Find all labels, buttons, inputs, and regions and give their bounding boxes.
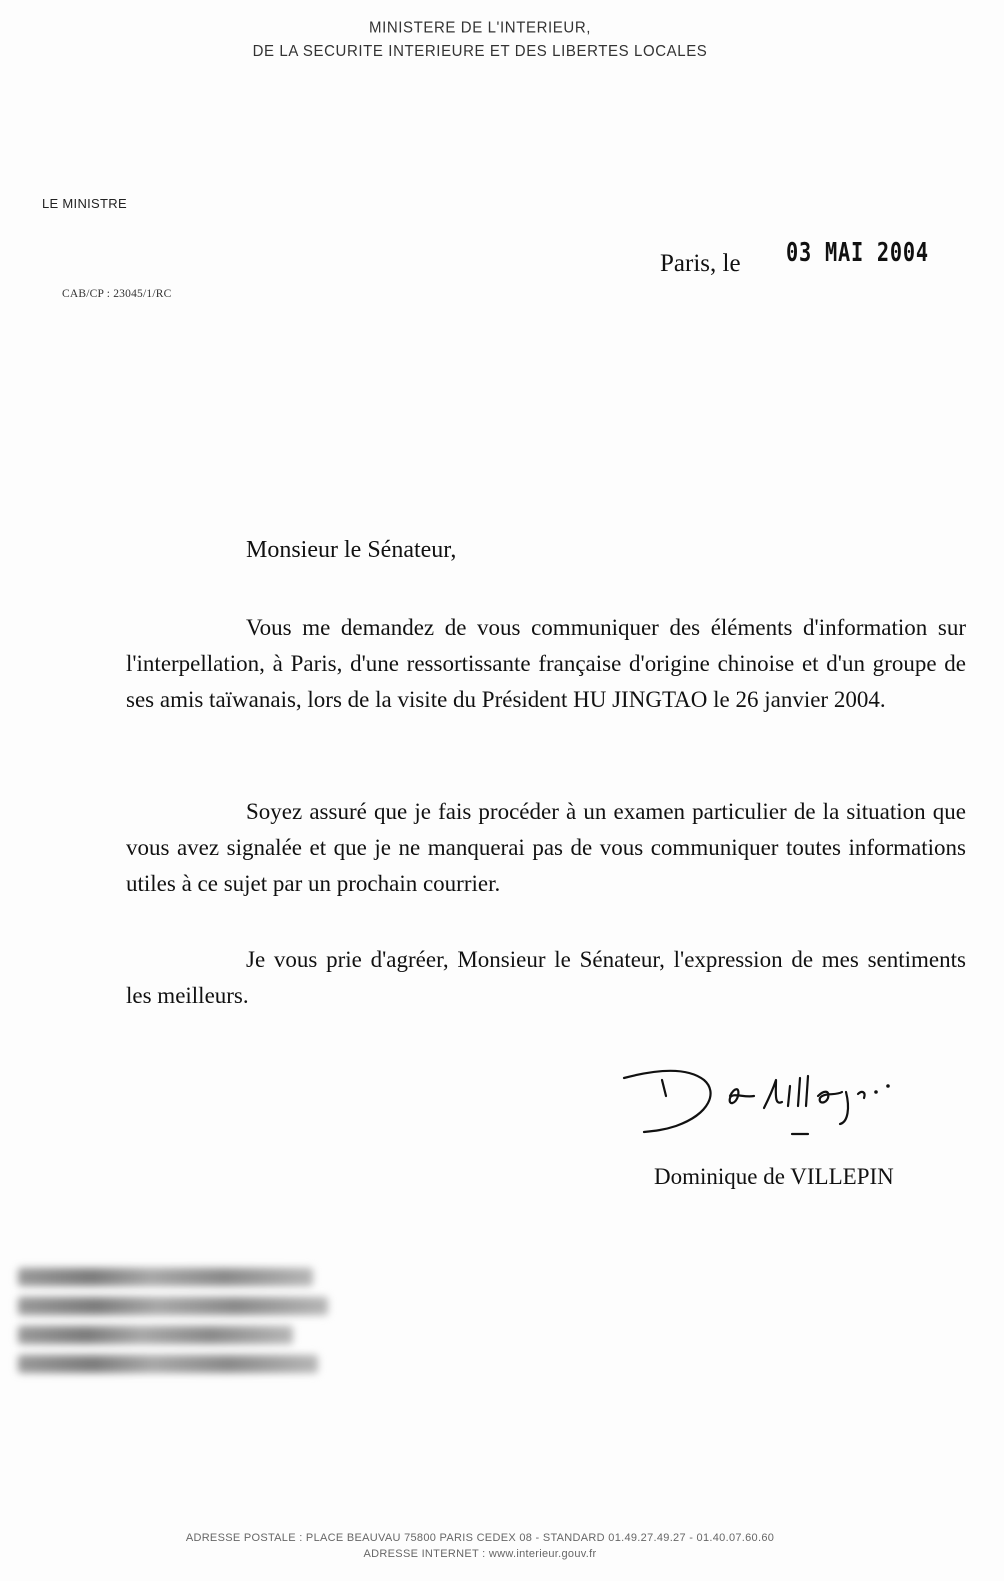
salutation: Monsieur le Sénateur, — [246, 537, 457, 563]
date-stamp: 03 MAI 2004 — [786, 238, 929, 268]
dateline-place: Paris, le — [660, 250, 741, 277]
letter-footer — [0, 1530, 960, 1562]
redacted-line — [18, 1297, 328, 1315]
redacted-line — [18, 1268, 313, 1286]
ministry-letterhead — [0, 17, 960, 63]
letterhead-line-2: DE LA SECURITE INTERIEURE ET DES LIBERTES LOCALES — [252, 42, 708, 60]
postal-address: ADRESSE POSTALE : PLACE BEAUVAU 75800 PARIS CEDEX 08 - STANDARD 01.49.27.49.27 - 01.40.07.60.60 — [185, 1532, 775, 1544]
internet-address: ADRESSE INTERNET : www.interieur.gouv.fr — [363, 1548, 597, 1560]
signer-name: Dominique de VILLEPIN — [654, 1164, 894, 1189]
handwritten-signature — [614, 1052, 934, 1147]
paragraph-2: Soyez assuré que je fais procéder à un examen particulier de la situation que vous avez signalée et que je ne manquerai pas de vous communiquer toutes informations utiles à ce sujet par un prochain courrier. — [126, 799, 966, 896]
letterhead-line-1: MINISTERE DE L'INTERIEUR, — [368, 19, 592, 37]
paragraph-3: Je vous prie d'agréer, Monsieur le Sénateur, l'expression de mes sentiments les meilleurs. — [126, 947, 966, 1008]
redacted-line — [18, 1355, 318, 1373]
redacted-line — [18, 1326, 293, 1344]
redacted-recipient-address — [18, 1268, 338, 1384]
reference-number: CAB/CP : 23045/1/RC — [62, 288, 172, 300]
paragraph-1: Vous me demandez de vous communiquer des éléments d'information sur l'interpellation, à Paris, d'une ressortissante française d'origine chinoise et d'un groupe de ses amis taïwanais, lors de la visite du Président HU JINGTAO le 26 janvier 2004. — [126, 615, 966, 712]
sender-role: LE MINISTRE — [42, 196, 127, 211]
